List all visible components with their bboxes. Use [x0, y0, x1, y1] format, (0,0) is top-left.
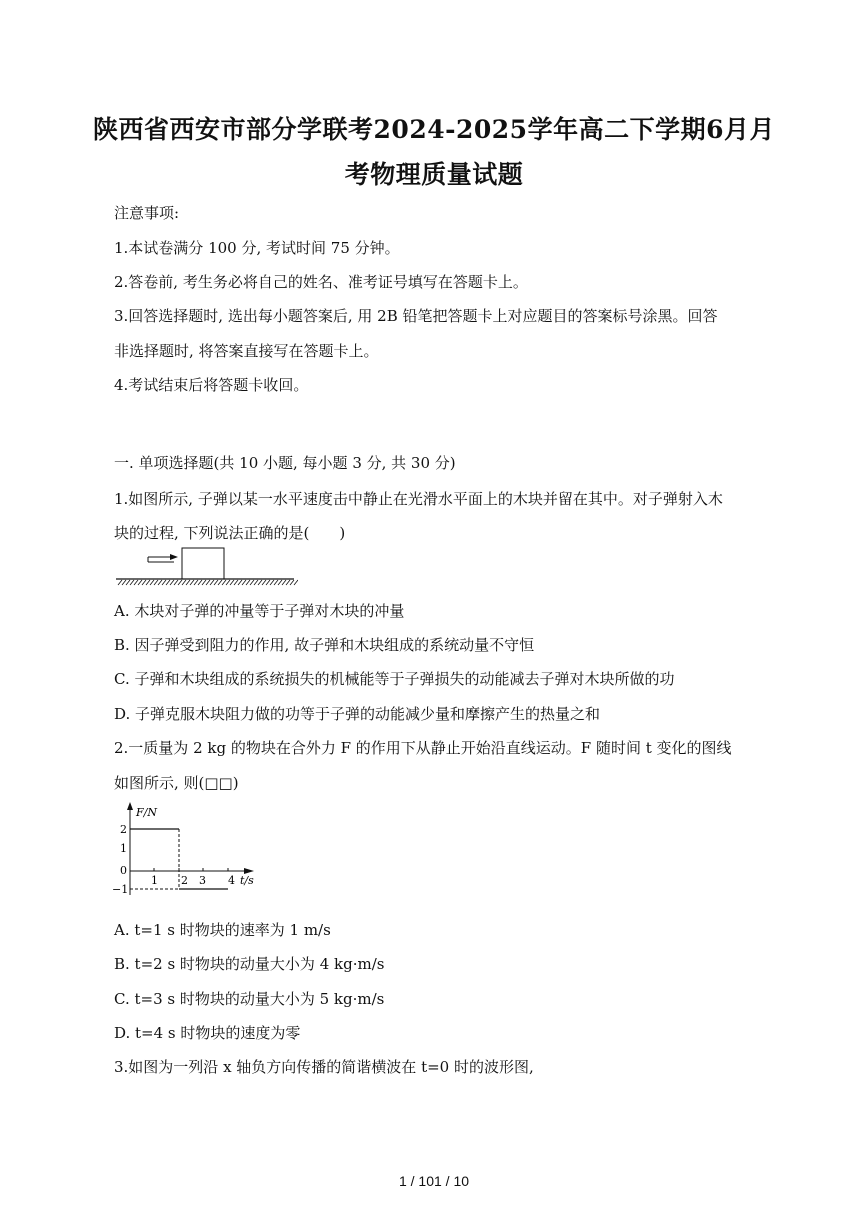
hatch-mark [250, 580, 254, 585]
hatch-mark [186, 580, 190, 585]
hatch-mark [210, 580, 214, 585]
hatch-mark [198, 580, 202, 585]
hatch-mark [202, 580, 206, 585]
q1-option-c: C. 子弹和木块组成的系统损失的机械能等于子弹损失的动能减去子弹对木块所做的功 [114, 670, 675, 688]
force-time-graph [108, 800, 268, 900]
hatch-mark [118, 580, 122, 585]
y-tick-label: 2 [120, 823, 127, 836]
hatch-mark [282, 580, 286, 585]
q2-option-d: D. t=4 s 时物块的速度为零 [114, 1024, 301, 1042]
q2-option-c: C. t=3 s 时物块的动量大小为 5 kg·m/s [114, 990, 385, 1008]
note-item: 1.本试卷满分 100 分, 考试时间 75 分钟。 [114, 239, 400, 257]
y-tick-label: 0 [120, 864, 127, 877]
hatch-mark [182, 580, 186, 585]
q1-option-a: A. 木块对子弹的冲量等于子弹对木块的冲量 [114, 602, 405, 620]
hatch-mark [242, 580, 246, 585]
hatch-mark [266, 580, 270, 585]
section-heading: 一. 单项选择题(共 10 小题, 每小题 3 分, 共 30 分) [114, 454, 456, 472]
hatch-mark [226, 580, 230, 585]
page-number: 1 / 101 / 10 [398, 1173, 470, 1189]
q1-option-b: B. 因子弹受到阻力的作用, 故子弹和木块组成的系统动量不守恒 [114, 636, 535, 654]
y-axis-label: F/N [136, 806, 157, 819]
bullet-block-figure [112, 546, 298, 588]
hatch-mark [194, 580, 198, 585]
hatch-mark [158, 580, 162, 585]
hatch-mark [174, 580, 178, 585]
q1-stem-line: 1.如图所示, 子弹以某一水平速度击中静止在光滑水平面上的木块并留在其中。对子弹射入木 [114, 490, 723, 508]
hatch-mark [170, 580, 174, 585]
q2-option-a: A. t=1 s 时物块的速率为 1 m/s [114, 921, 331, 939]
x-axis-label: t/s [240, 874, 254, 887]
note-item: 4.考试结束后将答题卡收回。 [114, 376, 309, 394]
wood-block [182, 548, 224, 579]
hatch-mark [126, 580, 130, 585]
hatch-mark [166, 580, 170, 585]
hatch-mark [222, 580, 226, 585]
hatch-mark [206, 580, 210, 585]
q2-stem-line: 如图所示, 则(□□) [114, 774, 239, 792]
hatch-mark [270, 580, 274, 585]
hatch-mark [178, 580, 182, 585]
hatch-mark [258, 580, 262, 585]
hatch-mark [254, 580, 258, 585]
note-item: 2.答卷前, 考生务必将自己的姓名、准考证号填写在答题卡上。 [114, 273, 528, 291]
hatch-mark [214, 580, 218, 585]
hatch-mark [262, 580, 266, 585]
q2-stem-line: 2.一质量为 2 kg 的物块在合外力 F 的作用下从静止开始沿直线运动。F 随时间 t 变化的图线 [114, 739, 732, 757]
y-tick-label: −1 [112, 883, 129, 896]
hatch-mark [130, 580, 134, 585]
y-tick-label: 1 [120, 842, 127, 855]
hatch-mark [234, 580, 238, 585]
x-tick-label: 3 [199, 874, 206, 887]
hatch-mark [278, 580, 282, 585]
hatch-mark [290, 580, 294, 585]
hatch-mark [230, 580, 234, 585]
title-line-1: 陕西省西安市部分学联考2024-2025学年高二下学期6月月 [93, 115, 775, 144]
hatch-mark [274, 580, 278, 585]
x-tick-label: 4 [228, 874, 235, 887]
hatch-mark [246, 580, 250, 585]
hatch-mark [294, 580, 298, 585]
bullet-arrow [148, 554, 178, 562]
notes-heading: 注意事项: [114, 204, 180, 222]
hatch-mark [138, 580, 142, 585]
q1-option-d: D. 子弹克服木块阻力做的功等于子弹的动能减少量和摩擦产生的热量之和 [114, 705, 601, 723]
note-item: 3.回答选择题时, 选出每小题答案后, 用 2B 铅笔把答题卡上对应题目的答案标号涂黑。回答 [114, 307, 718, 325]
hatch-mark [146, 580, 150, 585]
hatch-mark [134, 580, 138, 585]
hatch-mark [286, 580, 290, 585]
hatch-mark [142, 580, 146, 585]
note-item: 非选择题时, 将答案直接写在答题卡上。 [114, 342, 379, 360]
hatch-mark [162, 580, 166, 585]
hatch-mark [218, 580, 222, 585]
hatch-mark [238, 580, 242, 585]
q1-stem-line: 块的过程, 下列说法正确的是( ) [114, 524, 346, 542]
hatch-mark [150, 580, 154, 585]
ground-hatching [118, 580, 298, 585]
q2-option-b: B. t=2 s 时物块的动量大小为 4 kg·m/s [114, 955, 385, 973]
x-tick-label: 1 [151, 874, 158, 887]
title-line-2: 考物理质量试题 [344, 160, 524, 189]
hatch-mark [190, 580, 194, 585]
hatch-mark [154, 580, 158, 585]
q3-stem-line: 3.如图为一列沿 x 轴负方向传播的简谐横波在 t=0 时的波形图, [114, 1058, 534, 1076]
x-tick-label: 2 [181, 874, 188, 887]
hatch-mark [122, 580, 126, 585]
